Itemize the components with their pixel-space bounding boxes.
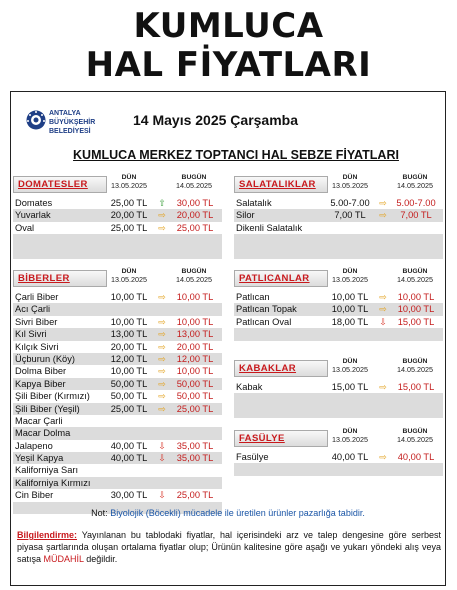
section-domatesler <box>13 174 222 259</box>
column-old-date: 13.05.2025 <box>332 435 368 444</box>
product-name: Patlıcan Oval <box>236 316 292 327</box>
column-old-label: DÜN <box>342 428 358 435</box>
column-old-date: 13.05.2025 <box>111 181 147 190</box>
product-name: Kapya Biber <box>15 378 66 389</box>
report-date: 14 Mayıs 2025 Çarşamba <box>133 112 298 128</box>
disclaimer-text-1: Yayınlanan bu tablodaki fiyatlar, hal içerisindeki arz ve talep dengesine göre serbest piyasa şartlarında oluşan ortalama fiyatlar olup; Ürünün kalitesine göre aşağı ve yukarı yöndeki alış veya satışa <box>17 530 441 564</box>
price-today: 10,00 TL <box>397 304 435 315</box>
category-label: BİBERLER <box>13 270 107 287</box>
column-old-label: DÜN <box>342 358 358 365</box>
headline-title: KUMLUCA <box>133 6 324 46</box>
headline-subtitle: HAL FİYATLARI <box>85 45 372 85</box>
price-yesterday: 50,00 TL <box>110 391 148 402</box>
price-today: 15,00 TL <box>397 382 435 392</box>
trend-same-icon: ⇨ <box>158 341 166 352</box>
column-header-old <box>322 268 378 284</box>
price-table-card <box>10 91 446 586</box>
table-row <box>13 222 222 234</box>
column-new-date: 14.05.2025 <box>176 181 212 190</box>
column-new-date: 14.05.2025 <box>397 365 433 374</box>
table-row <box>13 209 222 221</box>
table-row <box>234 381 443 393</box>
section-header <box>234 358 443 381</box>
trend-same-icon: ⇨ <box>379 198 387 208</box>
price-today: 30,00 TL <box>176 198 214 208</box>
price-yesterday: 10,00 TL <box>110 316 148 327</box>
trend-same-icon: ⇨ <box>379 382 387 392</box>
logo-line-2: BÜYÜKŞEHİR <box>49 119 96 126</box>
column-header-new <box>166 268 222 284</box>
column-old-label: DÜN <box>342 268 358 275</box>
trend-same-icon: ⇨ <box>158 292 166 302</box>
column-header-old <box>101 268 157 284</box>
logo-line-1: ANTALYA <box>49 110 81 117</box>
table-row <box>13 303 222 315</box>
category-label: SALATALIKLAR <box>234 176 328 193</box>
price-yesterday: 20,00 TL <box>110 341 148 352</box>
empty-row <box>234 247 443 259</box>
trend-same-icon: ⇨ <box>158 222 166 233</box>
empty-row <box>13 247 222 259</box>
product-name: Dikenli Salatalık <box>236 222 303 233</box>
municipality-logo <box>25 107 107 139</box>
table-row <box>13 378 222 390</box>
price-today: 10,00 TL <box>176 292 214 302</box>
disclaimer-label: Bilgilendirme: <box>17 530 78 540</box>
table-row <box>234 451 443 463</box>
price-yesterday: 10,00 TL <box>110 292 148 302</box>
trend-down-icon: ⇩ <box>158 490 166 501</box>
trend-same-icon: ⇨ <box>158 316 166 327</box>
column-header-old <box>101 174 157 190</box>
table-row <box>234 316 443 328</box>
column-new-date: 14.05.2025 <box>397 435 433 444</box>
price-today: 10,00 TL <box>176 316 214 327</box>
product-name: Sivri Biber <box>15 316 58 327</box>
price-yesterday: 40,00 TL <box>110 453 148 464</box>
price-yesterday: 13,00 TL <box>110 329 148 340</box>
product-name: Patlıcan <box>236 292 270 302</box>
trend-same-icon: ⇨ <box>379 452 387 462</box>
table-row <box>234 197 443 209</box>
price-today: 50,00 TL <box>176 378 214 389</box>
trend-same-icon: ⇨ <box>158 210 166 221</box>
table-row <box>13 328 222 340</box>
table-row <box>234 303 443 315</box>
column-new-label: BUGÜN <box>402 358 428 365</box>
logo-line-3: BELEDİYESİ <box>49 128 91 135</box>
product-name: Yeşil Kapya <box>15 453 64 464</box>
section-biberler <box>13 268 222 514</box>
price-yesterday: 25,00 TL <box>110 222 148 233</box>
price-yesterday: 25,00 TL <box>110 198 148 208</box>
column-header-old <box>322 174 378 190</box>
product-name: Kılçık Sivri <box>15 341 59 352</box>
price-today: 12,00 TL <box>176 353 214 364</box>
column-old-date: 13.05.2025 <box>332 181 368 190</box>
column-header-new <box>387 428 443 444</box>
column-old-date: 13.05.2025 <box>332 365 368 374</box>
column-header-old <box>322 428 378 444</box>
section-header <box>13 268 222 291</box>
product-name: Macar Dolma <box>15 428 71 439</box>
column-new-date: 14.05.2025 <box>397 181 433 190</box>
category-label: DOMATESLER <box>13 176 107 193</box>
category-label: PATLICANLAR <box>234 270 328 287</box>
table-subtitle: KUMLUCA MERKEZ TOPTANCI HAL SEBZE FİYATLARI <box>73 148 399 162</box>
column-old-label: DÜN <box>342 174 358 181</box>
table-row <box>13 341 222 353</box>
price-today: 40,00 TL <box>397 452 435 462</box>
price-today: 25,00 TL <box>176 490 214 501</box>
price-yesterday: 40,00 TL <box>110 440 148 451</box>
price-yesterday: 10,00 TL <box>331 304 369 315</box>
price-today: 35,00 TL <box>176 453 214 464</box>
section-header <box>234 268 443 291</box>
section-header <box>234 428 443 451</box>
price-yesterday: 10,00 TL <box>110 366 148 377</box>
empty-row <box>234 463 443 475</box>
product-name: Macar Çarli <box>15 415 63 426</box>
section-fasulye <box>234 428 443 476</box>
empty-row <box>234 406 443 418</box>
trend-same-icon: ⇨ <box>379 292 387 302</box>
table-row <box>13 440 222 452</box>
trend-same-icon: ⇨ <box>158 353 166 364</box>
table-row <box>13 390 222 402</box>
price-today: 35,00 TL <box>176 440 214 451</box>
section-patlicanlar <box>234 268 443 341</box>
product-name: Domates <box>15 198 53 208</box>
price-yesterday: 18,00 TL <box>331 316 369 327</box>
product-name: Dolma Biber <box>15 366 67 377</box>
trend-down-icon: ⇩ <box>158 440 166 451</box>
table-row <box>13 464 222 476</box>
section-salataliklar <box>234 174 443 259</box>
product-name: Cin Biber <box>15 490 54 501</box>
table-row <box>13 365 222 377</box>
table-row <box>13 403 222 415</box>
price-yesterday: 50,00 TL <box>110 378 148 389</box>
table-row <box>13 197 222 209</box>
product-name: Silor <box>236 210 255 221</box>
table-row <box>13 316 222 328</box>
column-old-label: DÜN <box>121 268 137 275</box>
price-yesterday: 40,00 TL <box>331 452 369 462</box>
product-name: Kaliforniya Kırmızı <box>15 477 91 488</box>
column-new-date: 14.05.2025 <box>397 275 433 284</box>
price-today: 10,00 TL <box>397 292 435 302</box>
price-today: 20,00 TL <box>176 210 214 221</box>
price-today: 15,00 TL <box>397 316 435 327</box>
table-row <box>234 222 443 234</box>
column-new-date: 14.05.2025 <box>176 275 212 284</box>
column-new-label: BUGÜN <box>402 268 428 275</box>
category-label: FASÜLYE <box>234 430 328 447</box>
price-today: 50,00 TL <box>176 391 214 402</box>
price-today: 5.00-7.00 <box>396 198 436 208</box>
trend-same-icon: ⇨ <box>158 366 166 377</box>
disclaimer-text-2: değildir. <box>83 554 118 564</box>
logo-wordmark <box>49 109 95 136</box>
trend-down-icon: ⇩ <box>379 316 387 327</box>
category-label: KABAKLAR <box>234 360 328 377</box>
empty-row <box>234 328 443 340</box>
table-row <box>13 477 222 489</box>
empty-row <box>234 234 443 246</box>
product-name: Oval <box>15 222 35 233</box>
product-name: Kabak <box>236 382 263 392</box>
column-old-label: DÜN <box>121 174 137 181</box>
price-yesterday: 30,00 TL <box>110 490 148 501</box>
price-yesterday: 20,00 TL <box>110 210 148 221</box>
table-row <box>13 353 222 365</box>
price-yesterday: 10,00 TL <box>331 292 369 302</box>
trend-same-icon: ⇨ <box>158 403 166 414</box>
empty-row <box>13 234 222 246</box>
column-new-label: BUGÜN <box>181 268 207 275</box>
product-name: Şili Biber (Kırmızı) <box>15 391 90 402</box>
table-row <box>13 452 222 464</box>
product-name: Şili Biber (Yeşil) <box>15 403 80 414</box>
table-row <box>13 415 222 427</box>
trend-down-icon: ⇩ <box>158 453 166 464</box>
product-name: Acı Çarli <box>15 304 51 315</box>
column-header-new <box>166 174 222 190</box>
price-today: 20,00 TL <box>176 341 214 352</box>
price-yesterday: 12,00 TL <box>110 353 148 364</box>
product-name: Salatalık <box>236 198 272 208</box>
section-header <box>13 174 222 197</box>
trend-same-icon: ⇨ <box>379 304 387 315</box>
column-header-new <box>387 174 443 190</box>
trend-same-icon: ⇨ <box>379 210 387 221</box>
trend-same-icon: ⇨ <box>158 378 166 389</box>
table-row <box>234 291 443 303</box>
table-row <box>13 291 222 303</box>
disclaimer <box>17 529 441 565</box>
column-old-date: 13.05.2025 <box>332 275 368 284</box>
column-new-label: BUGÜN <box>181 174 207 181</box>
product-name: Çarli Biber <box>15 292 59 302</box>
product-name: Fasülye <box>236 452 269 462</box>
footer-note <box>11 508 445 518</box>
trend-same-icon: ⇨ <box>158 391 166 402</box>
product-name: Kıl Sivri <box>15 329 47 340</box>
price-today: 7,00 TL <box>400 210 432 221</box>
column-header-old <box>322 358 378 374</box>
trend-up-icon: ⇧ <box>158 198 166 208</box>
column-new-label: BUGÜN <box>402 174 428 181</box>
table-row <box>234 209 443 221</box>
section-kabaklar <box>234 358 443 418</box>
product-name: Yuvarlak <box>15 210 51 221</box>
product-name: Patlıcan Topak <box>236 304 297 315</box>
product-name: Kaliforniya Sarı <box>15 465 79 476</box>
note-body: Biyolojik (Böcekli) mücadele ile üretilen ürünler pazarlığa tabidir. <box>110 508 365 518</box>
price-today: 13,00 TL <box>176 329 214 340</box>
disclaimer-highlight: MÜDAHİL <box>43 554 84 564</box>
section-header <box>234 174 443 197</box>
column-header-new <box>387 358 443 374</box>
price-today: 25,00 TL <box>176 403 214 414</box>
table-row <box>13 427 222 439</box>
column-header-new <box>387 268 443 284</box>
trend-same-icon: ⇨ <box>158 329 166 340</box>
column-new-label: BUGÜN <box>402 428 428 435</box>
price-yesterday: 15,00 TL <box>331 382 369 392</box>
price-yesterday: 5.00-7.00 <box>330 198 370 208</box>
price-yesterday: 7,00 TL <box>334 210 366 221</box>
price-today: 25,00 TL <box>176 222 214 233</box>
column-old-date: 13.05.2025 <box>111 275 147 284</box>
logo-emblem-icon <box>25 108 47 134</box>
product-name: Jalapeno <box>15 440 53 451</box>
product-name: Üçburun (Köy) <box>15 353 75 364</box>
price-yesterday: 25,00 TL <box>110 403 148 414</box>
price-today: 10,00 TL <box>176 366 214 377</box>
note-prefix: Not: <box>91 508 108 518</box>
empty-row <box>234 393 443 405</box>
table-row <box>13 489 222 501</box>
